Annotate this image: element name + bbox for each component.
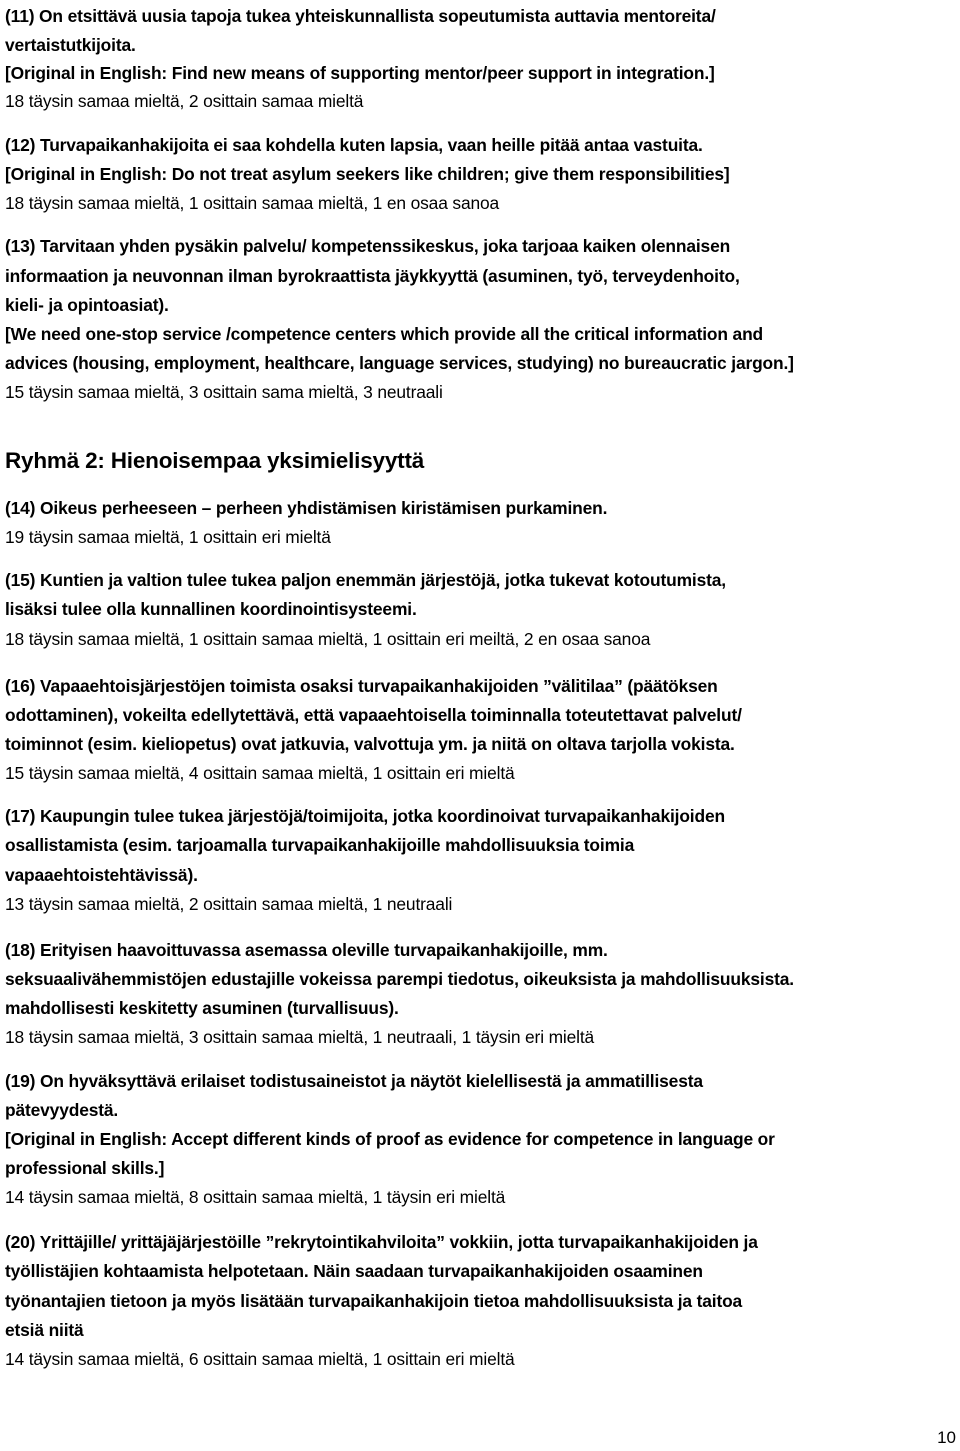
item-text-line: [Original in English: Accept different kinds of proof as evidence for competence in language or — [5, 1129, 775, 1149]
vote-result: 18 täysin samaa mieltä, 1 osittain samaa mieltä, 1 osittain eri meiltä, 2 en osaa sanoa — [5, 629, 651, 649]
item-text-line: advices (housing, employment, healthcare, language services, studying) no bureaucratic jargon.] — [5, 353, 794, 373]
page-number: 10 — [937, 1428, 956, 1447]
item-text-line: informaation ja neuvonnan ilman byrokraattista jäykkyyttä (asuminen, työ, terveydenhoito, — [5, 266, 740, 286]
item-text-line: (17) Kaupungin tulee tukea järjestöjä/toimijoita, jotka koordinoivat turvapaikanhakijoiden — [5, 806, 725, 826]
item-text-line: (19) On hyväksyttävä erilaiset todistusaineistot ja näytöt kielellisestä ja ammatillisesta — [5, 1071, 703, 1091]
item-text-line: (14) Oikeus perheeseen – perheen yhdistämisen kiristämisen purkaminen. — [5, 498, 608, 518]
vote-result: 14 täysin samaa mieltä, 8 osittain samaa mieltä, 1 täysin eri mieltä — [5, 1187, 506, 1207]
vote-result: 18 täysin samaa mieltä, 2 osittain samaa mieltä — [5, 91, 364, 111]
item-text-line: (15) Kuntien ja valtion tulee tukea paljon enemmän järjestöjä, jotka tukevat kotoutumista, — [5, 570, 726, 590]
item-text-line: pätevyydestä. — [5, 1100, 119, 1120]
item-text-line: työnantajien tietoon ja myös lisätään turvapaikanhakijoin tietoa mahdollisuuksista ja taitoa — [5, 1291, 743, 1311]
item-text-line: mahdollisesti keskitetty asuminen (turvallisuus). — [5, 998, 399, 1018]
vote-result: 19 täysin samaa mieltä, 1 osittain eri mieltä — [5, 527, 331, 547]
item-text-line: lisäksi tulee olla kunnallinen koordinointisysteemi. — [5, 599, 417, 619]
item-text-line: professional skills.] — [5, 1158, 165, 1178]
item-text-line: odottaminen), vokeilta edellytettävä, että vapaaehtoisella toiminnalla toteutettavat palvelut/ — [5, 705, 742, 725]
vote-result: 14 täysin samaa mieltä, 6 osittain samaa mieltä, 1 osittain eri mieltä — [5, 1349, 515, 1369]
item-text-line: [Original in English: Do not treat asylum seekers like children; give them responsibilities] — [5, 164, 730, 184]
vote-result: 18 täysin samaa mieltä, 1 osittain samaa mieltä, 1 en osaa sanoa — [5, 193, 500, 213]
item-text-line: seksuaalivähemmistöjen edustajille vokeissa parempi tiedotus, oikeuksista ja mahdollisuuksista. — [5, 969, 794, 989]
item-text-line: (18) Erityisen haavoittuvassa asemassa oleville turvapaikanhakijoille, mm. — [5, 940, 608, 960]
item-text-line: kieli- ja opintoasiat). — [5, 295, 169, 315]
item-text-line: (12) Turvapaikanhakijoita ei saa kohdella kuten lapsia, vaan heille pitää antaa vastuita. — [5, 135, 703, 155]
item-text-line: osallistamista (esim. tarjoamalla turvapaikanhakijoille mahdollisuuksia toimia — [5, 835, 635, 855]
item-text-line: [We need one-stop service /competence centers which provide all the critical information and — [5, 324, 764, 344]
item-text-line: vapaaehtoistehtävissä). — [5, 865, 198, 885]
vote-result: 15 täysin samaa mieltä, 4 osittain samaa mieltä, 1 osittain eri mieltä — [5, 763, 515, 783]
item-text-line: etsiä niitä — [5, 1320, 84, 1340]
item-text-line: työllistäjien kohtaamista helpotetaan. Näin saadaan turvapaikanhakijoiden osaaminen — [5, 1261, 703, 1281]
item-text-line: (20) Yrittäjille/ yrittäjäjärjestöille ”rekrytointikahviloita” vokkiin, jotta turvapaikanhakijoiden ja — [5, 1232, 758, 1252]
vote-result: 13 täysin samaa mieltä, 2 osittain samaa mieltä, 1 neutraali — [5, 894, 453, 914]
item-text-line: (16) Vapaaehtoisjärjestöjen toimista osaksi turvapaikanhakijoiden ”välitilaa” (päätöksen — [5, 676, 718, 696]
item-text-line: [Original in English: Find new means of supporting mentor/peer support in integration.] — [5, 63, 715, 83]
vote-result: 18 täysin samaa mieltä, 3 osittain samaa mieltä, 1 neutraali, 1 täysin eri mieltä — [5, 1027, 595, 1047]
section-heading: Ryhmä 2: Hienoisempaa yksimielisyyttä — [5, 448, 425, 473]
item-text-line: (13) Tarvitaan yhden pysäkin palvelu/ kompetenssikeskus, joka tarjoaa kaiken olennaisen — [5, 236, 731, 256]
item-text-line: vertaistutkijoita. — [5, 35, 136, 55]
item-text-line: (11) On etsittävä uusia tapoja tukea yhteiskunnallista sopeutumista auttavia mentoreita/ — [5, 6, 716, 26]
vote-result: 15 täysin samaa mieltä, 3 osittain sama mieltä, 3 neutraali — [5, 382, 443, 402]
item-text-line: toiminnot (esim. kieliopetus) ovat jatkuvia, valvottuja ym. ja niitä on oltava tarjolla vokista. — [5, 734, 735, 754]
